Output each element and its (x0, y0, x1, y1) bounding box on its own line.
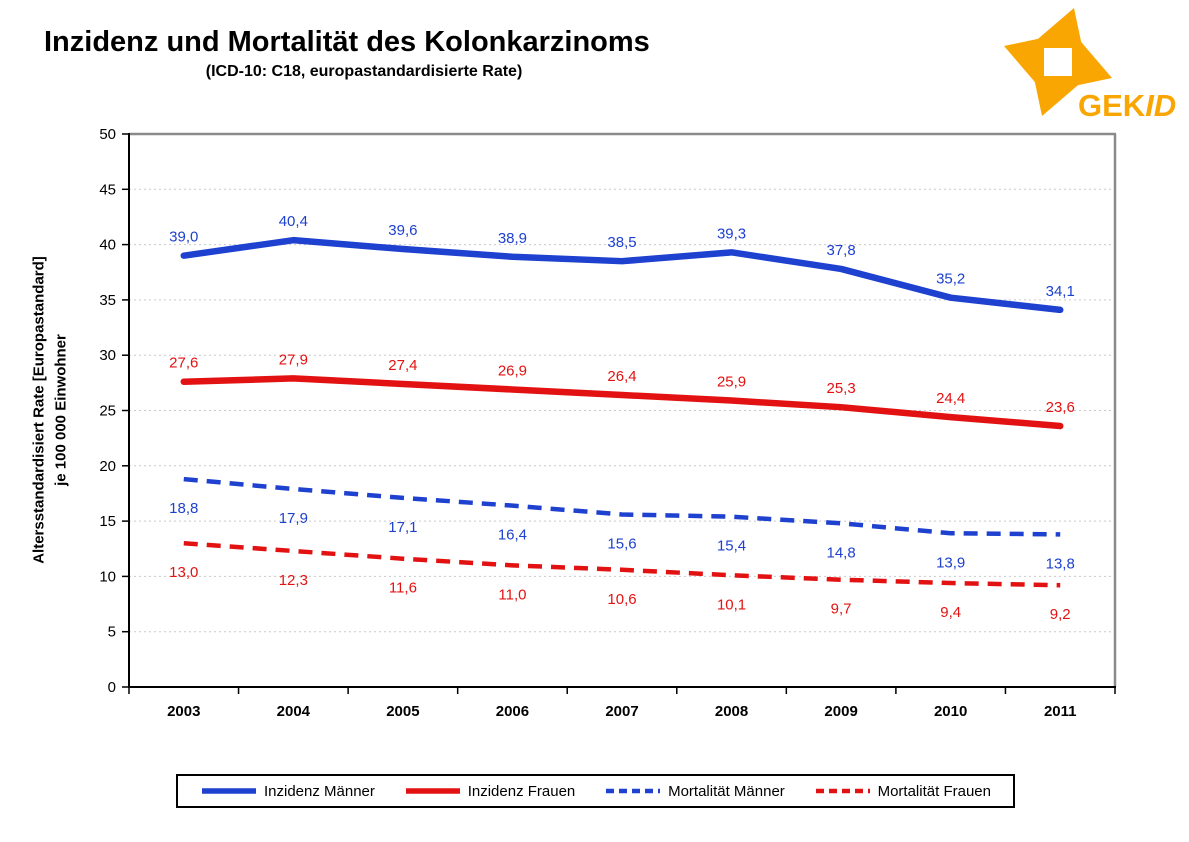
svg-text:34,1: 34,1 (1045, 282, 1075, 300)
svg-text:15,4: 15,4 (716, 537, 747, 555)
svg-text:39,0: 39,0 (169, 228, 199, 246)
svg-text:40: 40 (99, 236, 116, 254)
svg-text:10,1: 10,1 (716, 596, 747, 614)
svg-text:13,0: 13,0 (169, 564, 199, 582)
svg-text:15: 15 (99, 513, 116, 531)
svg-text:9,4: 9,4 (940, 604, 962, 622)
svg-text:2008: 2008 (714, 703, 749, 720)
svg-text:25: 25 (99, 402, 116, 420)
svg-text:25,9: 25,9 (716, 373, 747, 391)
svg-text:45: 45 (99, 181, 116, 199)
legend-line-sample-icon (404, 786, 462, 796)
svg-text:9,7: 9,7 (830, 600, 852, 618)
svg-text:2005: 2005 (386, 703, 420, 720)
legend-label: Mortalität Männer (668, 782, 785, 800)
svg-text:2009: 2009 (824, 703, 858, 720)
legend-line-sample-icon (604, 786, 662, 796)
svg-text:14,8: 14,8 (826, 544, 856, 562)
svg-text:13,9: 13,9 (936, 554, 966, 572)
legend-item (200, 783, 375, 800)
svg-text:27,9: 27,9 (278, 351, 308, 369)
svg-text:0: 0 (107, 679, 116, 696)
svg-text:23,6: 23,6 (1045, 398, 1075, 416)
svg-text:26,4: 26,4 (607, 368, 637, 386)
legend-label: Mortalität Frauen (877, 782, 991, 800)
legend-line-sample-icon (814, 786, 872, 796)
svg-text:2003: 2003 (167, 703, 201, 720)
svg-text:11,0: 11,0 (498, 586, 527, 604)
y-axis-title-line1: Altersstandardisiert Rate [Europastandard] (30, 256, 48, 564)
svg-text:39,3: 39,3 (716, 225, 747, 243)
svg-text:27,6: 27,6 (169, 354, 199, 372)
svg-text:40,4: 40,4 (278, 213, 308, 231)
chart-subtitle: (ICD-10: C18, europastandardisierte Rate) (205, 63, 523, 80)
svg-text:2007: 2007 (605, 703, 639, 720)
svg-text:2011: 2011 (1043, 703, 1077, 720)
svg-text:38,9: 38,9 (497, 229, 528, 247)
svg-text:17,1: 17,1 (388, 518, 418, 536)
svg-text:16,4: 16,4 (497, 526, 528, 544)
chart-legend (176, 774, 1015, 808)
legend-label: Inzidenz Frauen (467, 782, 576, 800)
y-axis-title-line2: je 100 000 Einwohner (52, 334, 69, 486)
svg-text:50: 50 (99, 126, 116, 143)
svg-text:12,3: 12,3 (278, 571, 308, 589)
svg-text:37,8: 37,8 (826, 241, 856, 259)
legend-item (604, 783, 785, 800)
svg-text:2010: 2010 (933, 703, 968, 720)
svg-text:9,2: 9,2 (1049, 606, 1071, 624)
svg-text:38,5: 38,5 (607, 234, 637, 252)
svg-text:5: 5 (107, 623, 116, 641)
svg-text:35,2: 35,2 (936, 270, 966, 288)
svg-text:35: 35 (99, 291, 116, 309)
svg-text:25,3: 25,3 (826, 380, 856, 398)
svg-text:10: 10 (99, 568, 116, 586)
svg-text:2004: 2004 (276, 703, 311, 720)
legend-item (404, 783, 576, 800)
svg-text:26,9: 26,9 (497, 362, 528, 380)
svg-text:24,4: 24,4 (936, 390, 966, 408)
svg-text:30: 30 (99, 347, 116, 365)
svg-text:18,8: 18,8 (169, 500, 199, 518)
legend-item (814, 783, 991, 800)
svg-text:39,6: 39,6 (388, 222, 418, 240)
svg-text:2006: 2006 (495, 703, 530, 720)
svg-text:11,6: 11,6 (388, 579, 417, 597)
svg-text:10,6: 10,6 (607, 590, 637, 608)
svg-text:17,9: 17,9 (278, 510, 308, 528)
legend-line-sample-icon (200, 786, 258, 796)
legend-label: Inzidenz Männer (264, 782, 375, 800)
chart-title: Inzidenz und Mortalität des Kolonkarzinoms (44, 26, 650, 58)
svg-text:13,8: 13,8 (1045, 555, 1075, 573)
gekid-logo-text: GEKID (1078, 88, 1177, 123)
svg-text:15,6: 15,6 (607, 535, 637, 553)
svg-text:27,4: 27,4 (388, 356, 418, 374)
svg-text:20: 20 (99, 457, 116, 475)
